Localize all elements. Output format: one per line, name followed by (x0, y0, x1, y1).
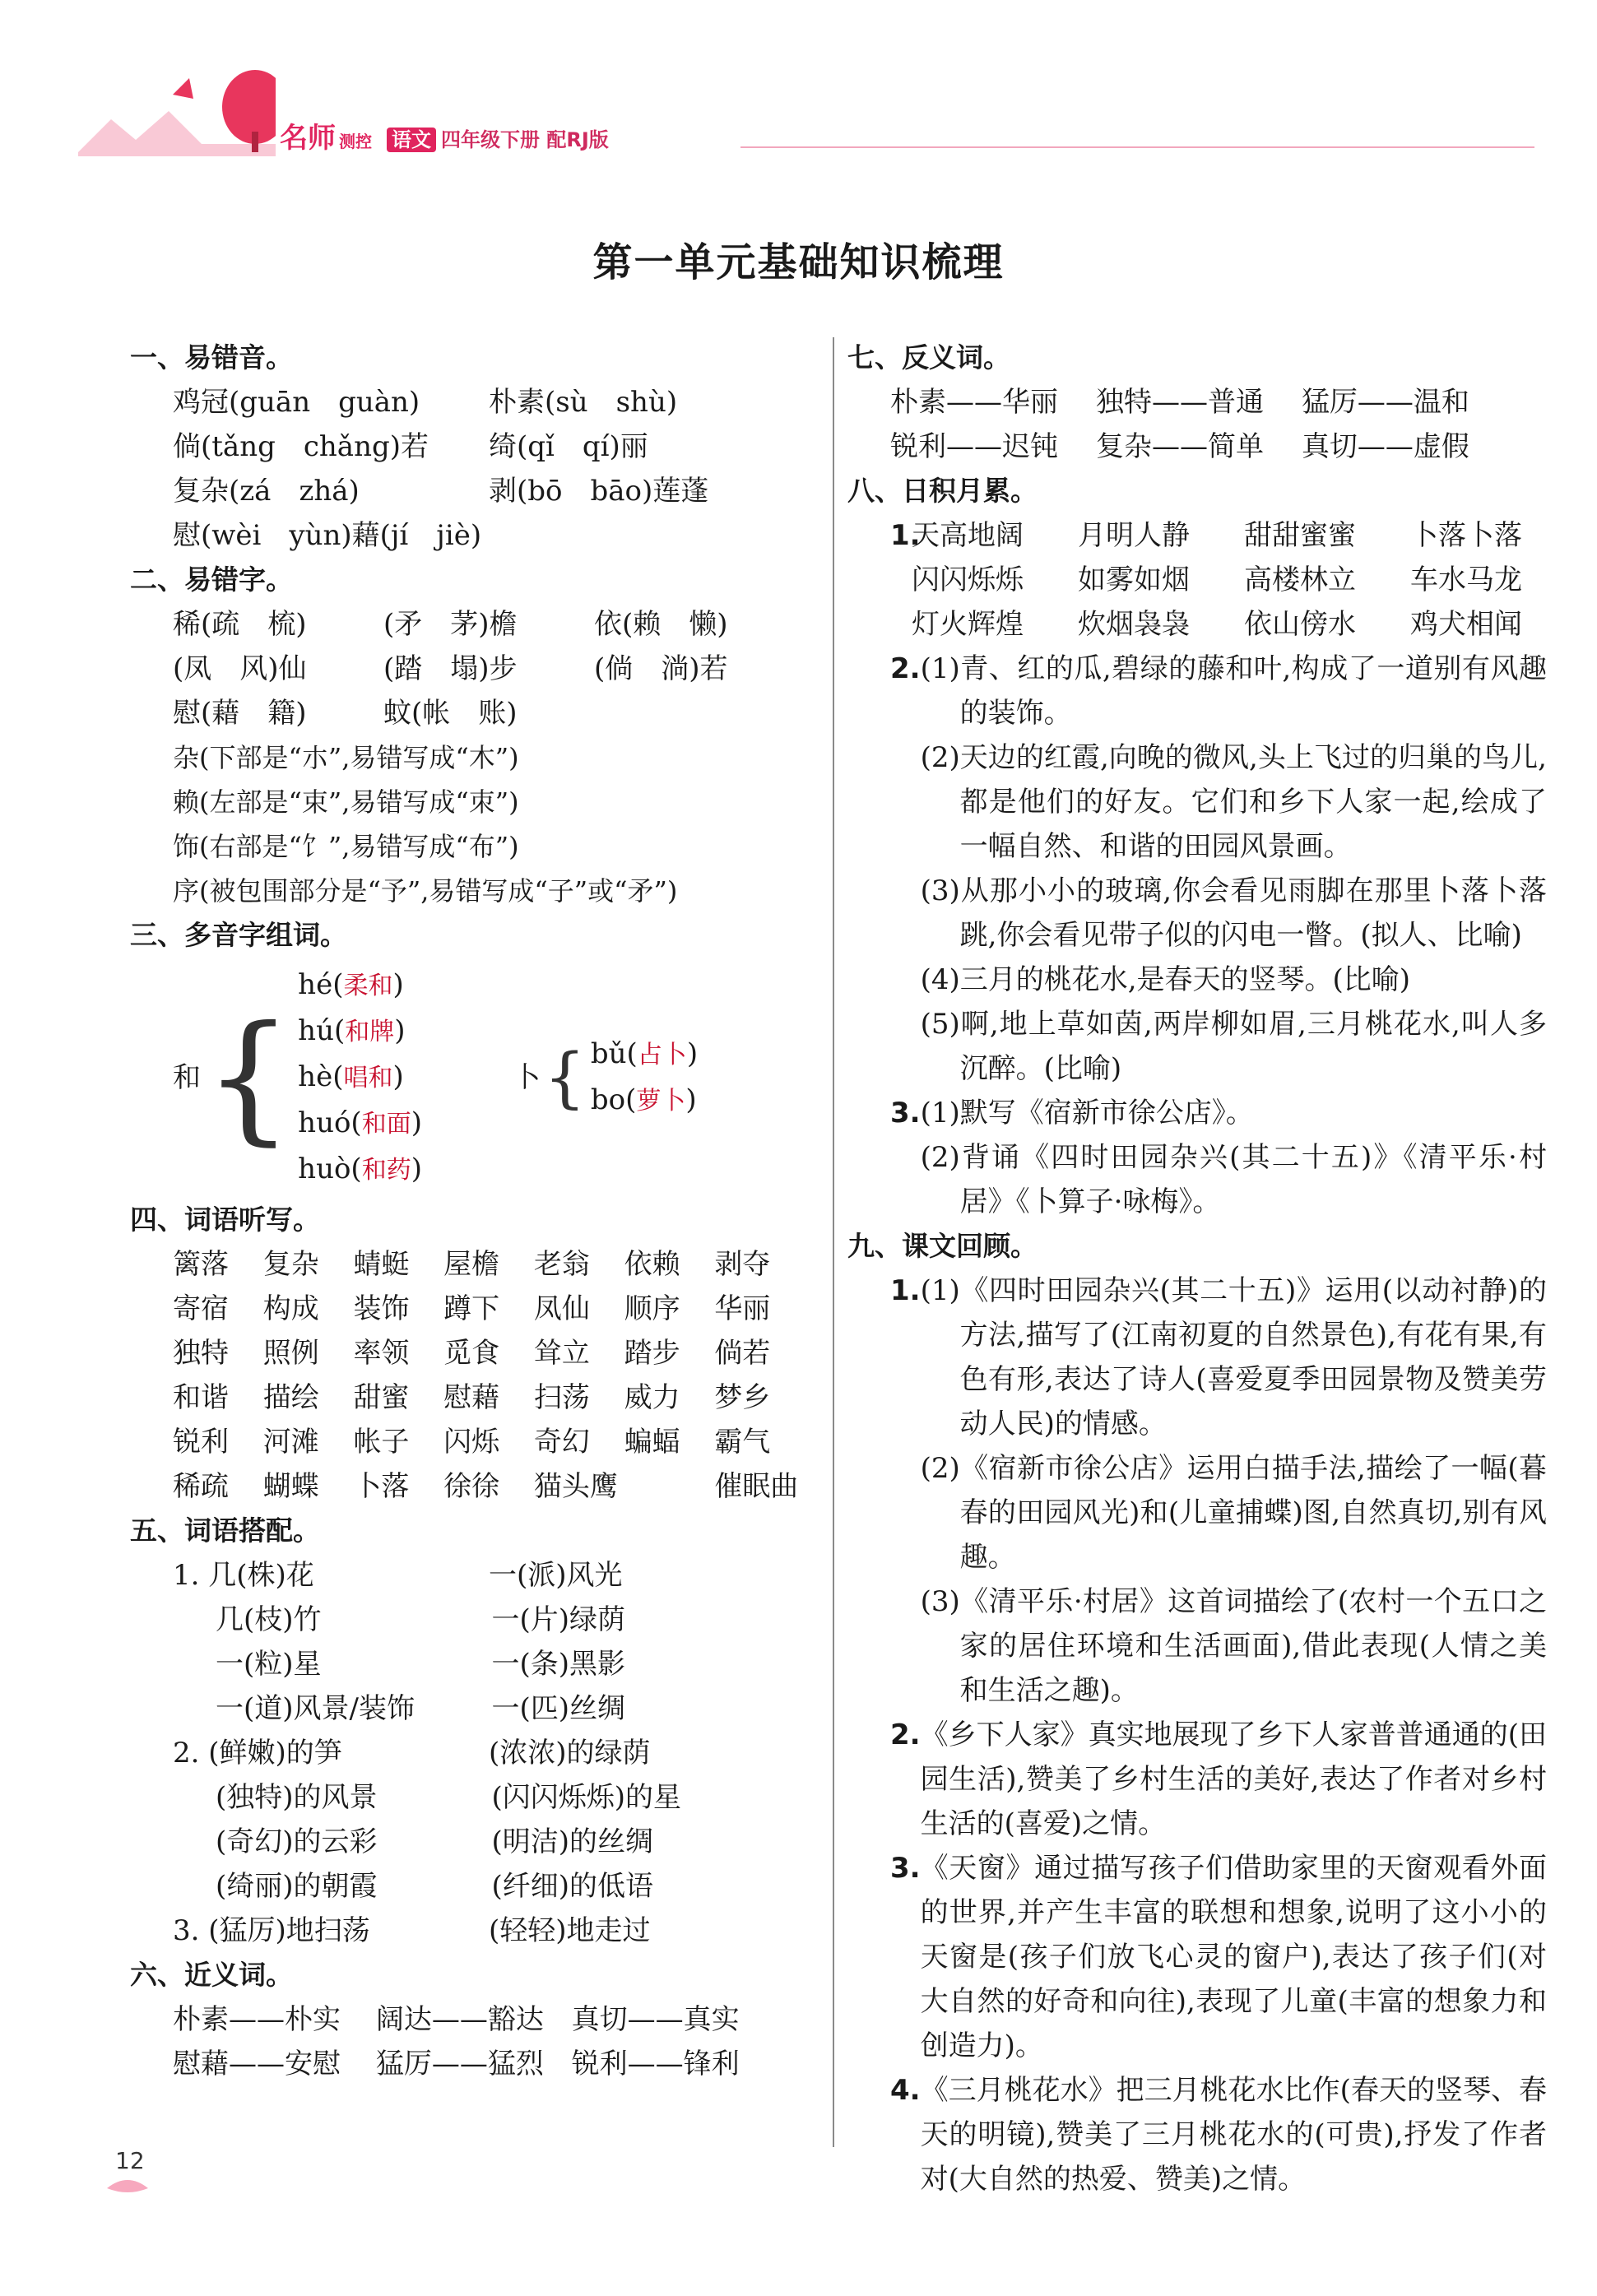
pron-item: 倘(tǎng chǎng)若 (173, 430, 429, 463)
antonym-pair: 猛厉——温和 (1301, 386, 1469, 419)
char-item (594, 691, 805, 735)
word: 和谐 (173, 1381, 229, 1414)
word: 凤仙 (533, 1292, 590, 1325)
word: 觅食 (443, 1337, 500, 1370)
char-item: (凤 风)仙 (173, 652, 307, 685)
word: 稀疏 (173, 1470, 229, 1503)
question-number: 4. (890, 2074, 921, 2107)
word: 依赖 (624, 1248, 680, 1281)
dictation-grid (130, 1242, 805, 1509)
word: 耸立 (533, 1337, 590, 1370)
word: 蹲下 (443, 1292, 500, 1325)
word: 复杂 (262, 1248, 319, 1281)
pron-item: 剥(bō bāo)莲蓬 (489, 475, 709, 508)
section-heading: 五、词语搭配。 (130, 1514, 320, 1547)
char-note: 序(被包围部分是“予”,易错写成“子”或“矛”) (173, 875, 678, 907)
word: 华丽 (714, 1292, 771, 1325)
colloc-item: 一(道)风景/装饰 (216, 1692, 415, 1725)
word: 蝴蝶 (262, 1470, 319, 1503)
polyphone-item: hé(柔和) (298, 968, 404, 1001)
idiom: 高楼林立 (1244, 564, 1356, 596)
idiom: 炊烟袅袅 (1078, 608, 1190, 641)
antonym-pair: 锐利——迟钝 (890, 430, 1058, 463)
colloc-item: (奇幻)的云彩 (216, 1825, 378, 1858)
section-heading: 四、词语听写。 (130, 1204, 320, 1236)
colloc-item: (绮丽)的朝霞 (216, 1870, 378, 1903)
colloc-item: 2. (鲜嫩)的笋 (173, 1737, 342, 1770)
antonym-pair: 独特——普通 (1095, 386, 1264, 419)
idiom: 依山傍水 (1244, 608, 1356, 641)
polyphone-item: huò(和药) (298, 1153, 422, 1185)
colloc-item: 3. (猛厉)地扫荡 (173, 1914, 370, 1947)
colloc-item: 一(派)风光 (489, 1559, 623, 1592)
pron-item: 复杂(zá zhá) (173, 475, 360, 508)
char-note: 赖(左部是“束”,易错写成“朿”) (173, 786, 519, 818)
word: 率领 (353, 1337, 410, 1370)
sentence-item: (3)从那小小的玻璃,你会看见雨脚在那里卜落卜落跳,你会看见带子似的闪电一瞥。(拟人、比喻) (920, 874, 1547, 952)
section-heading: 八、日积月累。 (847, 475, 1038, 507)
right-column (847, 336, 1547, 2201)
left-column (130, 336, 805, 2086)
synonym-list (130, 1997, 805, 2086)
header-decoration-tree-icon (78, 62, 276, 160)
synonym-pair: 朴素——朴实 (173, 2003, 341, 2036)
word: 篱落 (173, 1248, 229, 1281)
antonym-pair: 复杂——简单 (1095, 430, 1264, 463)
brand-logo: 名师 测控 (280, 122, 372, 155)
word: 寄宿 (173, 1292, 229, 1325)
word: 扫荡 (533, 1381, 590, 1414)
question-number: 1. (890, 519, 921, 552)
char-item: (倘 淌)若 (594, 652, 728, 685)
char-item: 依(赖 懒) (594, 608, 728, 641)
review-item: (2)《宿新市徐公店》运用白描手法,描绘了一幅(暮春的田园风光)和(儿童捕蝶)图,自然真切,别有风趣。 (920, 1452, 1547, 1574)
question-number: 3. (890, 1852, 921, 1885)
colloc-item: 一(粒)星 (216, 1648, 322, 1681)
word: 梦乡 (714, 1381, 771, 1414)
pron-item: 慰(wèi yùn)藉(jí jiè) (173, 519, 482, 552)
book-subtitle: 语文 四年级下册 配RJ版 (387, 123, 609, 152)
word: 奇幻 (533, 1426, 590, 1459)
colloc-item: (浓浓)的绿荫 (489, 1737, 651, 1770)
pron-item: 朴素(sù shù) (489, 386, 678, 419)
polyphone-item: hè(唱和) (298, 1060, 404, 1093)
section-heading: 六、近义词。 (130, 1959, 293, 1991)
word: 徐徐 (443, 1470, 500, 1503)
char-list (130, 602, 805, 913)
polyphone-item: huó(和面) (298, 1106, 422, 1139)
char-item: 慰(藉 籍) (173, 697, 307, 730)
flower-decoration-icon (103, 2164, 152, 2196)
word: 威力 (624, 1381, 680, 1414)
word: 倘若 (714, 1337, 771, 1370)
polyphone-items (591, 1032, 698, 1124)
antonym-pair: 真切——虚假 (1301, 430, 1469, 463)
synonym-pair: 阔达——豁达 (375, 2003, 544, 2036)
colloc-item: 一(条)黑影 (491, 1648, 626, 1681)
polyphone-char: 卜 (512, 1061, 541, 1094)
sentence-item: (1)青、红的瓜,碧绿的藤和叶,构成了一道别有风趣的装饰。 (920, 652, 1547, 730)
word: 描绘 (262, 1381, 319, 1414)
polyphone-item: bǔ(占卜) (590, 1037, 699, 1070)
antonym-list (847, 380, 1547, 469)
collocation-list (130, 1553, 805, 1953)
char-note: 杂(下部是“朩”,易错写成“木”) (173, 742, 519, 773)
word: 猫头鹰 (533, 1470, 618, 1503)
word: 锐利 (173, 1426, 229, 1459)
word: 河滩 (262, 1426, 319, 1459)
pronunciation-list (130, 380, 805, 558)
brace-icon: { (204, 996, 294, 1159)
word: 帐子 (353, 1426, 410, 1459)
word: 蝙蝠 (624, 1426, 680, 1459)
char-item: 蚊(帐 账) (383, 697, 518, 730)
word: 卜落 (353, 1470, 410, 1503)
idiom: 天高地阔 (912, 519, 1024, 552)
section-heading: 一、易错音。 (130, 341, 293, 373)
word: 构成 (262, 1292, 319, 1325)
question-number: 1. (890, 1274, 921, 1307)
char-item: 稀(疏 梳) (173, 608, 307, 641)
sentence-item: (2)天边的红霞,向晚的微风,头上飞过的归巢的鸟儿,都是他们的好友。它们和乡下人家一起,绘成了一幅自然、和谐的田园风景画。 (920, 741, 1547, 863)
word: 屋檐 (443, 1248, 500, 1281)
synonym-pair: 真切——真实 (571, 2003, 740, 2036)
page-header (0, 0, 1597, 181)
polyphone-items (298, 962, 422, 1193)
section-heading: 三、多音字组词。 (130, 919, 347, 951)
word: 剥夺 (714, 1248, 771, 1281)
pron-item (489, 513, 805, 558)
colloc-item: 一(片)绿荫 (491, 1603, 626, 1636)
section-heading: 二、易错字。 (130, 564, 293, 596)
sentence-item: (2)背诵《四时田园杂兴(其二十五)》《清平乐·村居》《卜算子·咏梅》。 (920, 1141, 1547, 1218)
review-item: (3)《清平乐·村居》这首词描绘了(农村一个五口之家的居住环境和生活画面),借此表现(人情之美和生活之趣)。 (920, 1585, 1547, 1707)
polyphone-item: bo(萝卜) (590, 1083, 697, 1116)
synonym-pair: 慰藉——安慰 (173, 2048, 341, 2080)
idiom: 甜甜蜜蜜 (1244, 519, 1356, 552)
word: 老翁 (533, 1248, 590, 1281)
word: 照例 (262, 1337, 319, 1370)
colloc-item: 一(匹)丝绸 (491, 1692, 626, 1725)
brace-icon: { (543, 1039, 586, 1116)
review-item: (1)《四时田园杂兴(其二十五)》运用(以动衬静)的方法,描写了(江南初夏的自然景色),有花有果,有色有形,表达了诗人(喜爱夏季田园景物及赞美劳动人民)的情感。 (920, 1274, 1547, 1440)
word: 闪烁 (443, 1426, 500, 1459)
sentence-item: (4)三月的桃花水,是春天的竖琴。(比喻) (920, 963, 1411, 996)
colloc-item: (明洁)的丝绸 (491, 1825, 654, 1858)
question-number: 3. (890, 1097, 921, 1129)
word: 甜蜜 (353, 1381, 410, 1414)
question-number: 2. (890, 1719, 921, 1751)
word: 踏步 (624, 1337, 680, 1370)
colloc-item: (闪闪烁烁)的星 (491, 1781, 682, 1814)
subject-tag: 语文 (387, 128, 436, 152)
antonym-pair: 朴素——华丽 (890, 386, 1058, 419)
word (669, 1464, 714, 1509)
polyphone-block (173, 962, 805, 1193)
colloc-item: 1. 几(株)花 (173, 1559, 314, 1592)
polyphone-char: 和 (173, 1061, 201, 1094)
idiom: 灯火辉煌 (912, 608, 1024, 641)
pron-item: 绮(qǐ qí)丽 (489, 430, 648, 463)
section-heading: 九、课文回顾。 (847, 1230, 1038, 1262)
polyphone-item: hú(和牌) (298, 1014, 406, 1047)
header-line (740, 146, 1534, 148)
char-item: (矛 茅)檐 (383, 608, 518, 641)
word: 蜻蜓 (353, 1248, 410, 1281)
word: 催眠曲 (714, 1470, 799, 1503)
review-block (847, 1269, 1547, 2201)
review-item: 《三月桃花水》把三月桃花水比作(春天的竖琴、春天的明镜),赞美了三月桃花水的(可贵),抒发了作者对(大自然的热爱、赞美)之情。 (920, 2074, 1547, 2196)
idiom: 车水马龙 (1410, 564, 1522, 596)
colloc-item: (纤细)的低语 (491, 1870, 654, 1903)
page-title: 第一单元基础知识梳理 (592, 239, 1005, 285)
colloc-item: 几(枝)竹 (216, 1603, 322, 1636)
idiom: 卜落卜落 (1410, 519, 1522, 552)
word: 装饰 (353, 1292, 410, 1325)
sentence-item: (1)默写《宿新市徐公店》。 (920, 1097, 1254, 1129)
sentence-item: (5)啊,地上草如茵,两岸柳如眉,三月桃花水,叫人多沉醉。(比喻) (920, 1008, 1547, 1085)
idiom: 月明人静 (1078, 519, 1190, 552)
colloc-item: (独特)的风景 (216, 1781, 378, 1814)
idiom: 鸡犬相闻 (1410, 608, 1522, 641)
word: 顺序 (624, 1292, 680, 1325)
char-note: 饰(右部是“饣”,易错写成“布”) (173, 831, 519, 862)
word: 慰藉 (443, 1381, 500, 1414)
char-item: (踏 塌)步 (383, 652, 518, 685)
review-item: 《天窗》通过描写孩子们借助家里的天窗观看外面的世界,并产生丰富的联想和想象,说明了这小小的天窗是(孩子们放飞心灵的窗户),表达了孩子们(对大自然的好奇和向往),表现了儿童(丰富的想象力和创造力)。 (920, 1852, 1547, 2062)
idiom-block (847, 513, 1547, 647)
page-number: 12 (115, 2147, 145, 2174)
synonym-pair: 猛厉——猛烈 (375, 2048, 544, 2080)
review-item: 《乡下人家》真实地展现了乡下人家普普通通的(田园生活),赞美了乡村生活的美好,表达了作者对乡村生活的(喜爱)之情。 (920, 1719, 1547, 1840)
word: 独特 (173, 1337, 229, 1370)
section-heading: 七、反义词。 (847, 341, 1010, 373)
sentence-block (847, 647, 1547, 1224)
pron-item: 鸡冠(guān guàn) (173, 386, 420, 419)
idiom: 闪闪烁烁 (912, 564, 1024, 596)
colloc-item: (轻轻)地走过 (489, 1914, 651, 1947)
synonym-pair: 锐利——锋利 (571, 2048, 740, 2080)
question-number: 2. (890, 652, 921, 685)
idiom: 如雾如烟 (1078, 564, 1190, 596)
word: 霸气 (714, 1426, 771, 1459)
column-divider (833, 337, 834, 2147)
